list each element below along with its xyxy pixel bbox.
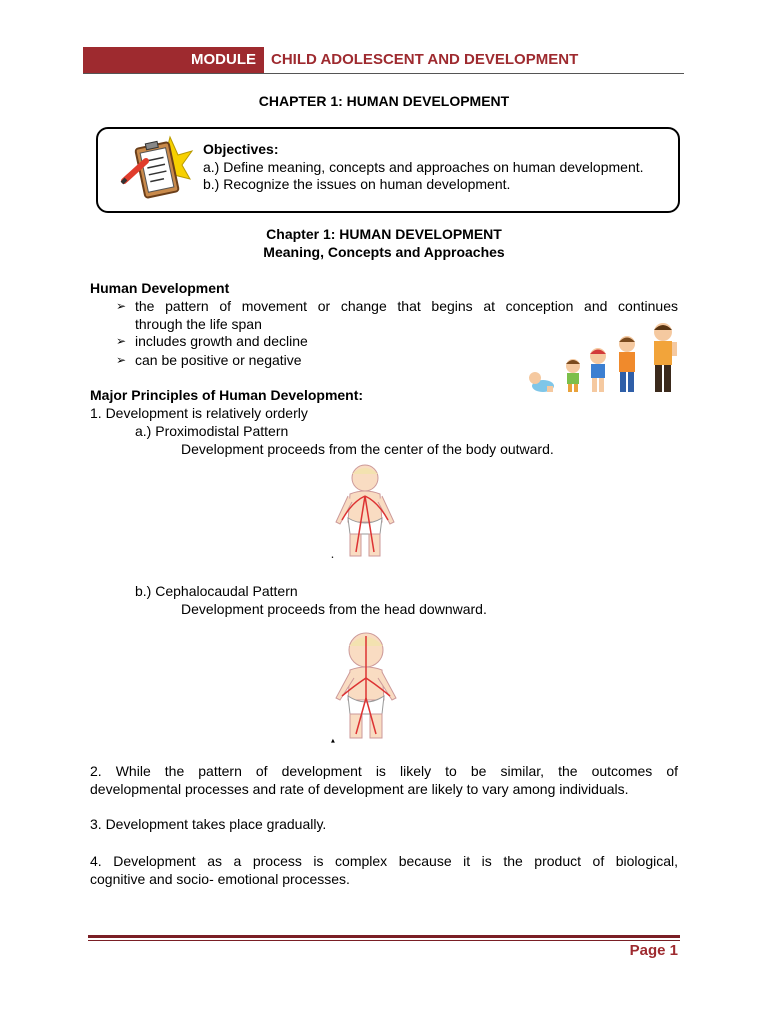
footer-divider-thick <box>88 935 680 938</box>
principle-1: 1. Development is relatively orderly <box>90 405 308 421</box>
objective-b: b.) Recognize the issues on human development. <box>203 176 511 192</box>
section-title-line1: Chapter 1: HUMAN DEVELOPMENT <box>266 226 502 242</box>
toddler-figure <box>566 359 580 392</box>
cephalocaudal-baby-illustration <box>328 628 402 744</box>
module-label: MODULE <box>83 47 264 73</box>
principles-heading: Major Principles of Human Development: <box>90 387 364 403</box>
child-figure <box>590 348 606 392</box>
bullet-3: can be positive or negative <box>135 352 302 368</box>
proximodistal-label: a.) Proximodistal Pattern <box>135 423 289 439</box>
baby-figure <box>529 372 554 392</box>
principle-3: 3. Development takes place gradually. <box>90 816 327 832</box>
chapter-heading: CHAPTER 1: HUMAN DEVELOPMENT <box>258 93 510 109</box>
bullet-1-cont: through the life span <box>135 316 262 332</box>
principle-2-line2: developmental processes and rate of development are likely to vary among individuals. <box>90 781 629 797</box>
proximodistal-desc: Development proceeds from the center of the body outward. <box>181 441 554 457</box>
header-divider <box>83 73 684 74</box>
adult-figure <box>654 323 677 392</box>
principle-2-line1: 2. While the pattern of development is likely to be similar, the outcomes of <box>90 763 678 779</box>
cephalocaudal-label: b.) Cephalocaudal Pattern <box>135 583 298 599</box>
svg-text:▲: ▲ <box>331 738 335 744</box>
arrow-bullet-icon: ➢ <box>116 299 127 313</box>
bullet-2: includes growth and decline <box>135 333 308 349</box>
principle-4-line1: 4. Development as a process is complex because it is the product of biological, <box>90 853 678 869</box>
bullet-1: the pattern of movement or change that begins at conception and continues <box>135 298 678 314</box>
objectives-heading: Objectives: <box>203 141 279 157</box>
section-title-line2: Meaning, Concepts and Approaches <box>263 244 505 260</box>
arrow-bullet-icon: ➢ <box>116 334 127 348</box>
principle-4-line2: cognitive and socio- emotional processes. <box>90 871 350 887</box>
growth-stages-illustration <box>525 320 685 396</box>
module-title: CHILD ADOLESCENT AND DEVELOPMENT <box>271 51 579 68</box>
footer-divider-thin <box>88 940 680 941</box>
page-number: Page 1 <box>629 942 678 959</box>
arrow-bullet-icon: ➢ <box>116 353 127 367</box>
cephalocaudal-desc: Development proceeds from the head downward. <box>181 601 487 617</box>
clipboard-pencil-icon <box>118 133 194 207</box>
teen-figure <box>619 336 635 392</box>
proximodistal-baby-illustration <box>330 462 400 562</box>
human-development-heading: Human Development <box>90 280 230 296</box>
svg-text:•: • <box>331 555 334 561</box>
objective-a: a.) Define meaning, concepts and approaches on human development. <box>203 159 644 175</box>
